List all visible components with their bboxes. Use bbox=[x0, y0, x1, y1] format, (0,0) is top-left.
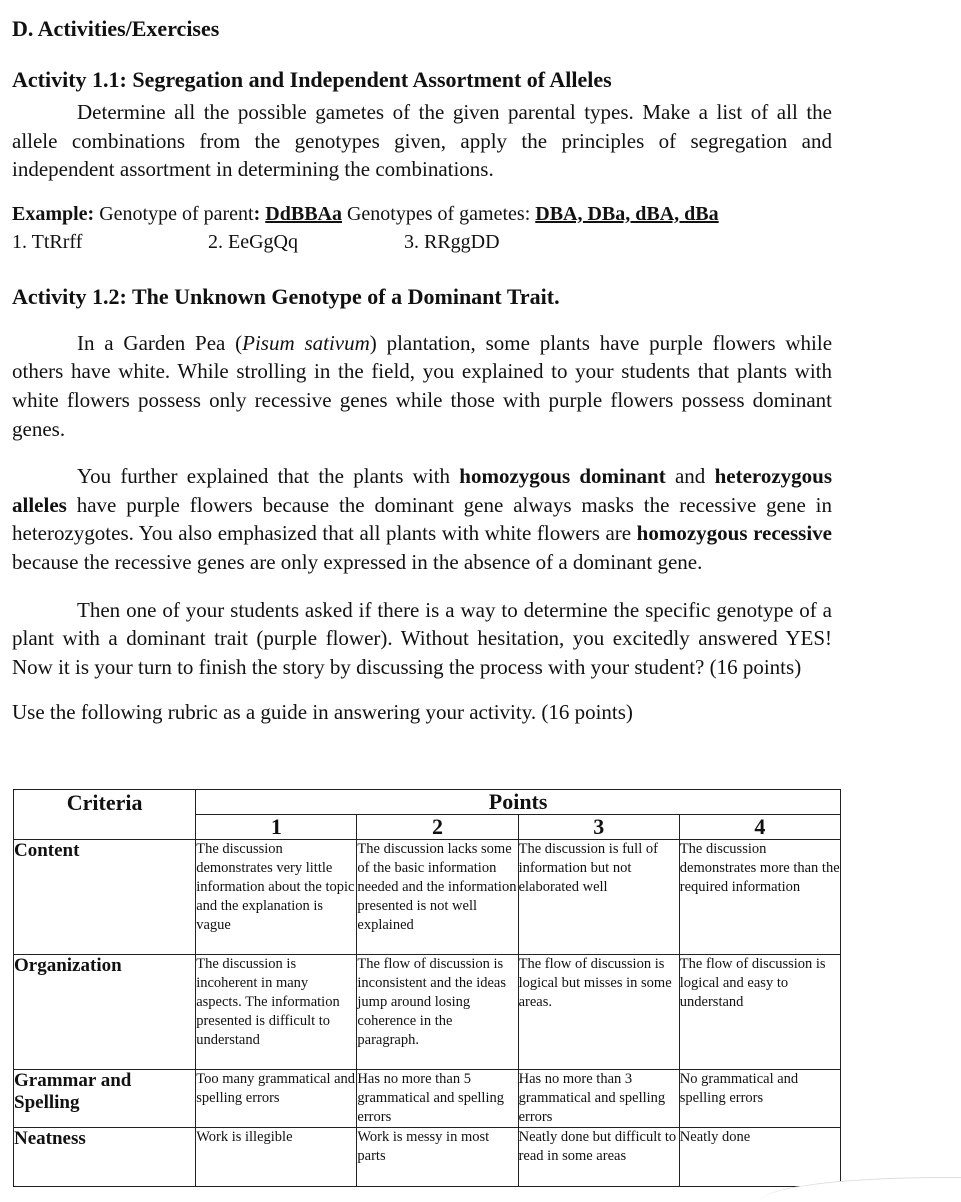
rubric-cell: The flow of discussion is logical but misses in some areas. bbox=[518, 955, 679, 1070]
rubric-cell: Work is messy in most parts bbox=[357, 1128, 518, 1187]
rubric-row-content bbox=[14, 840, 841, 955]
level-header: 1 bbox=[196, 815, 357, 840]
activity-1-title: Activity 1.1: Segregation and Independent Assortment of Alleles bbox=[12, 67, 612, 92]
rubric-row-grammar bbox=[14, 1070, 841, 1128]
example-parent-colon: : bbox=[253, 202, 261, 225]
criterion-organization: Organization bbox=[14, 955, 196, 1070]
term-heterozygous-alleles: heterozygous alleles bbox=[12, 464, 833, 517]
genotype-item: 1. TtRrff bbox=[12, 230, 83, 253]
example-label: Example: bbox=[12, 202, 95, 225]
rubric-cell: The discussion lacks some of the basic information needed and the information presented is not well explained bbox=[357, 840, 518, 955]
rubric-cell: No grammatical and spelling errors bbox=[679, 1070, 840, 1128]
criterion-neatness: Neatness bbox=[14, 1128, 196, 1187]
rubric-cell: The discussion is incoherent in many aspects. The information presented is difficult to understand bbox=[196, 955, 357, 1070]
activity-2-title: Activity 1.2: The Unknown Genotype of a Dominant Trait. bbox=[12, 283, 560, 309]
rubric-cell: Too many grammatical and spelling errors bbox=[196, 1070, 357, 1128]
rubric-cell: The flow of discussion is logical and easy to understand bbox=[679, 955, 840, 1070]
criteria-header: Criteria bbox=[14, 790, 196, 840]
rubric-cell: Work is illegible bbox=[196, 1128, 357, 1187]
rubric-row-neatness bbox=[14, 1128, 841, 1187]
example-gametes-value: DBA, DBa, dBA, dBa bbox=[535, 202, 719, 225]
criterion-grammar-spelling: Grammar and Spelling bbox=[14, 1070, 196, 1128]
section-title: D. Activities/Exercises bbox=[12, 16, 220, 41]
genotype-list bbox=[12, 228, 832, 256]
example-parent-label: Genotype of parent bbox=[99, 202, 254, 225]
term-homozygous-dominant: homozygous dominant bbox=[459, 464, 666, 489]
activity-2-paragraph-2: You further explained that the plants with homozygous dominant and heterozygous alleles have purple flowers because the dominant gene always masks the recessive gene in heterozygotes. You also emphasized that all plants with white flowers are homozygous recessive because the recessive genes are only expressed in the absence of a dominant gene. bbox=[12, 464, 833, 574]
level-header: 3 bbox=[518, 815, 679, 840]
rubric-cell: The discussion demonstrates very little information about the topic and the explanation is vague bbox=[196, 840, 357, 955]
rubric-cell: Has no more than 5 grammatical and spelling errors bbox=[357, 1070, 518, 1128]
rubric-cell: The discussion is full of information but not elaborated well bbox=[518, 840, 679, 955]
document-page bbox=[12, 10, 832, 726]
genotype-item: 3. RRggDD bbox=[404, 230, 500, 253]
rubric-cell: Has no more than 3 grammatical and spelling errors bbox=[518, 1070, 679, 1128]
term-homozygous-recessive: homozygous recessive bbox=[636, 521, 832, 546]
rubric-intro: Use the following rubric as a guide in answering your activity. (16 points) bbox=[12, 700, 633, 725]
example-line bbox=[12, 200, 832, 228]
activity-2-paragraph-3: Then one of your students asked if there is a way to determine the specific genotype of a plant with a dominant trait (purple flower). Without hesitation, you excitedly answered YES! Now it is your turn to finish the story by discussing the process with your student? (16 points) bbox=[12, 597, 832, 679]
rubric-row-organization bbox=[14, 955, 841, 1070]
example-parent-value: DdBBAa bbox=[265, 202, 342, 225]
rubric-cell: Neatly done but difficult to read in some areas bbox=[518, 1128, 679, 1187]
species-name: Pisum sativum bbox=[242, 330, 370, 355]
rubric-table bbox=[13, 789, 841, 1187]
genotype-item: 2. EeGgQq bbox=[208, 230, 298, 253]
rubric-cell: The discussion demonstrates more than the required information bbox=[679, 840, 840, 955]
example-gametes-label: Genotypes of gametes: bbox=[346, 202, 531, 225]
level-header: 4 bbox=[679, 815, 840, 840]
rubric-cell: The flow of discussion is inconsistent and the ideas jump around losing coherence in the paragraph. bbox=[357, 955, 518, 1070]
activity-2-paragraph-1: In a Garden Pea (Pisum sativum) plantation, some plants have purple flowers while others have white. While strolling in the field, you explained to your students that plants with white flowers possess only recessive genes while those with purple flowers possess dominant genes. bbox=[12, 330, 833, 441]
level-header: 2 bbox=[357, 815, 518, 840]
activity-1-paragraph: Determine all the possible gametes of the given parental types. Make a list of all the allele combinations from the genotypes given, apply the principles of segregation and independent assortment in determining the combinations. bbox=[12, 100, 832, 182]
criterion-content: Content bbox=[14, 840, 196, 955]
points-header: Points bbox=[196, 790, 841, 815]
rubric-cell: Neatly done bbox=[679, 1128, 840, 1187]
